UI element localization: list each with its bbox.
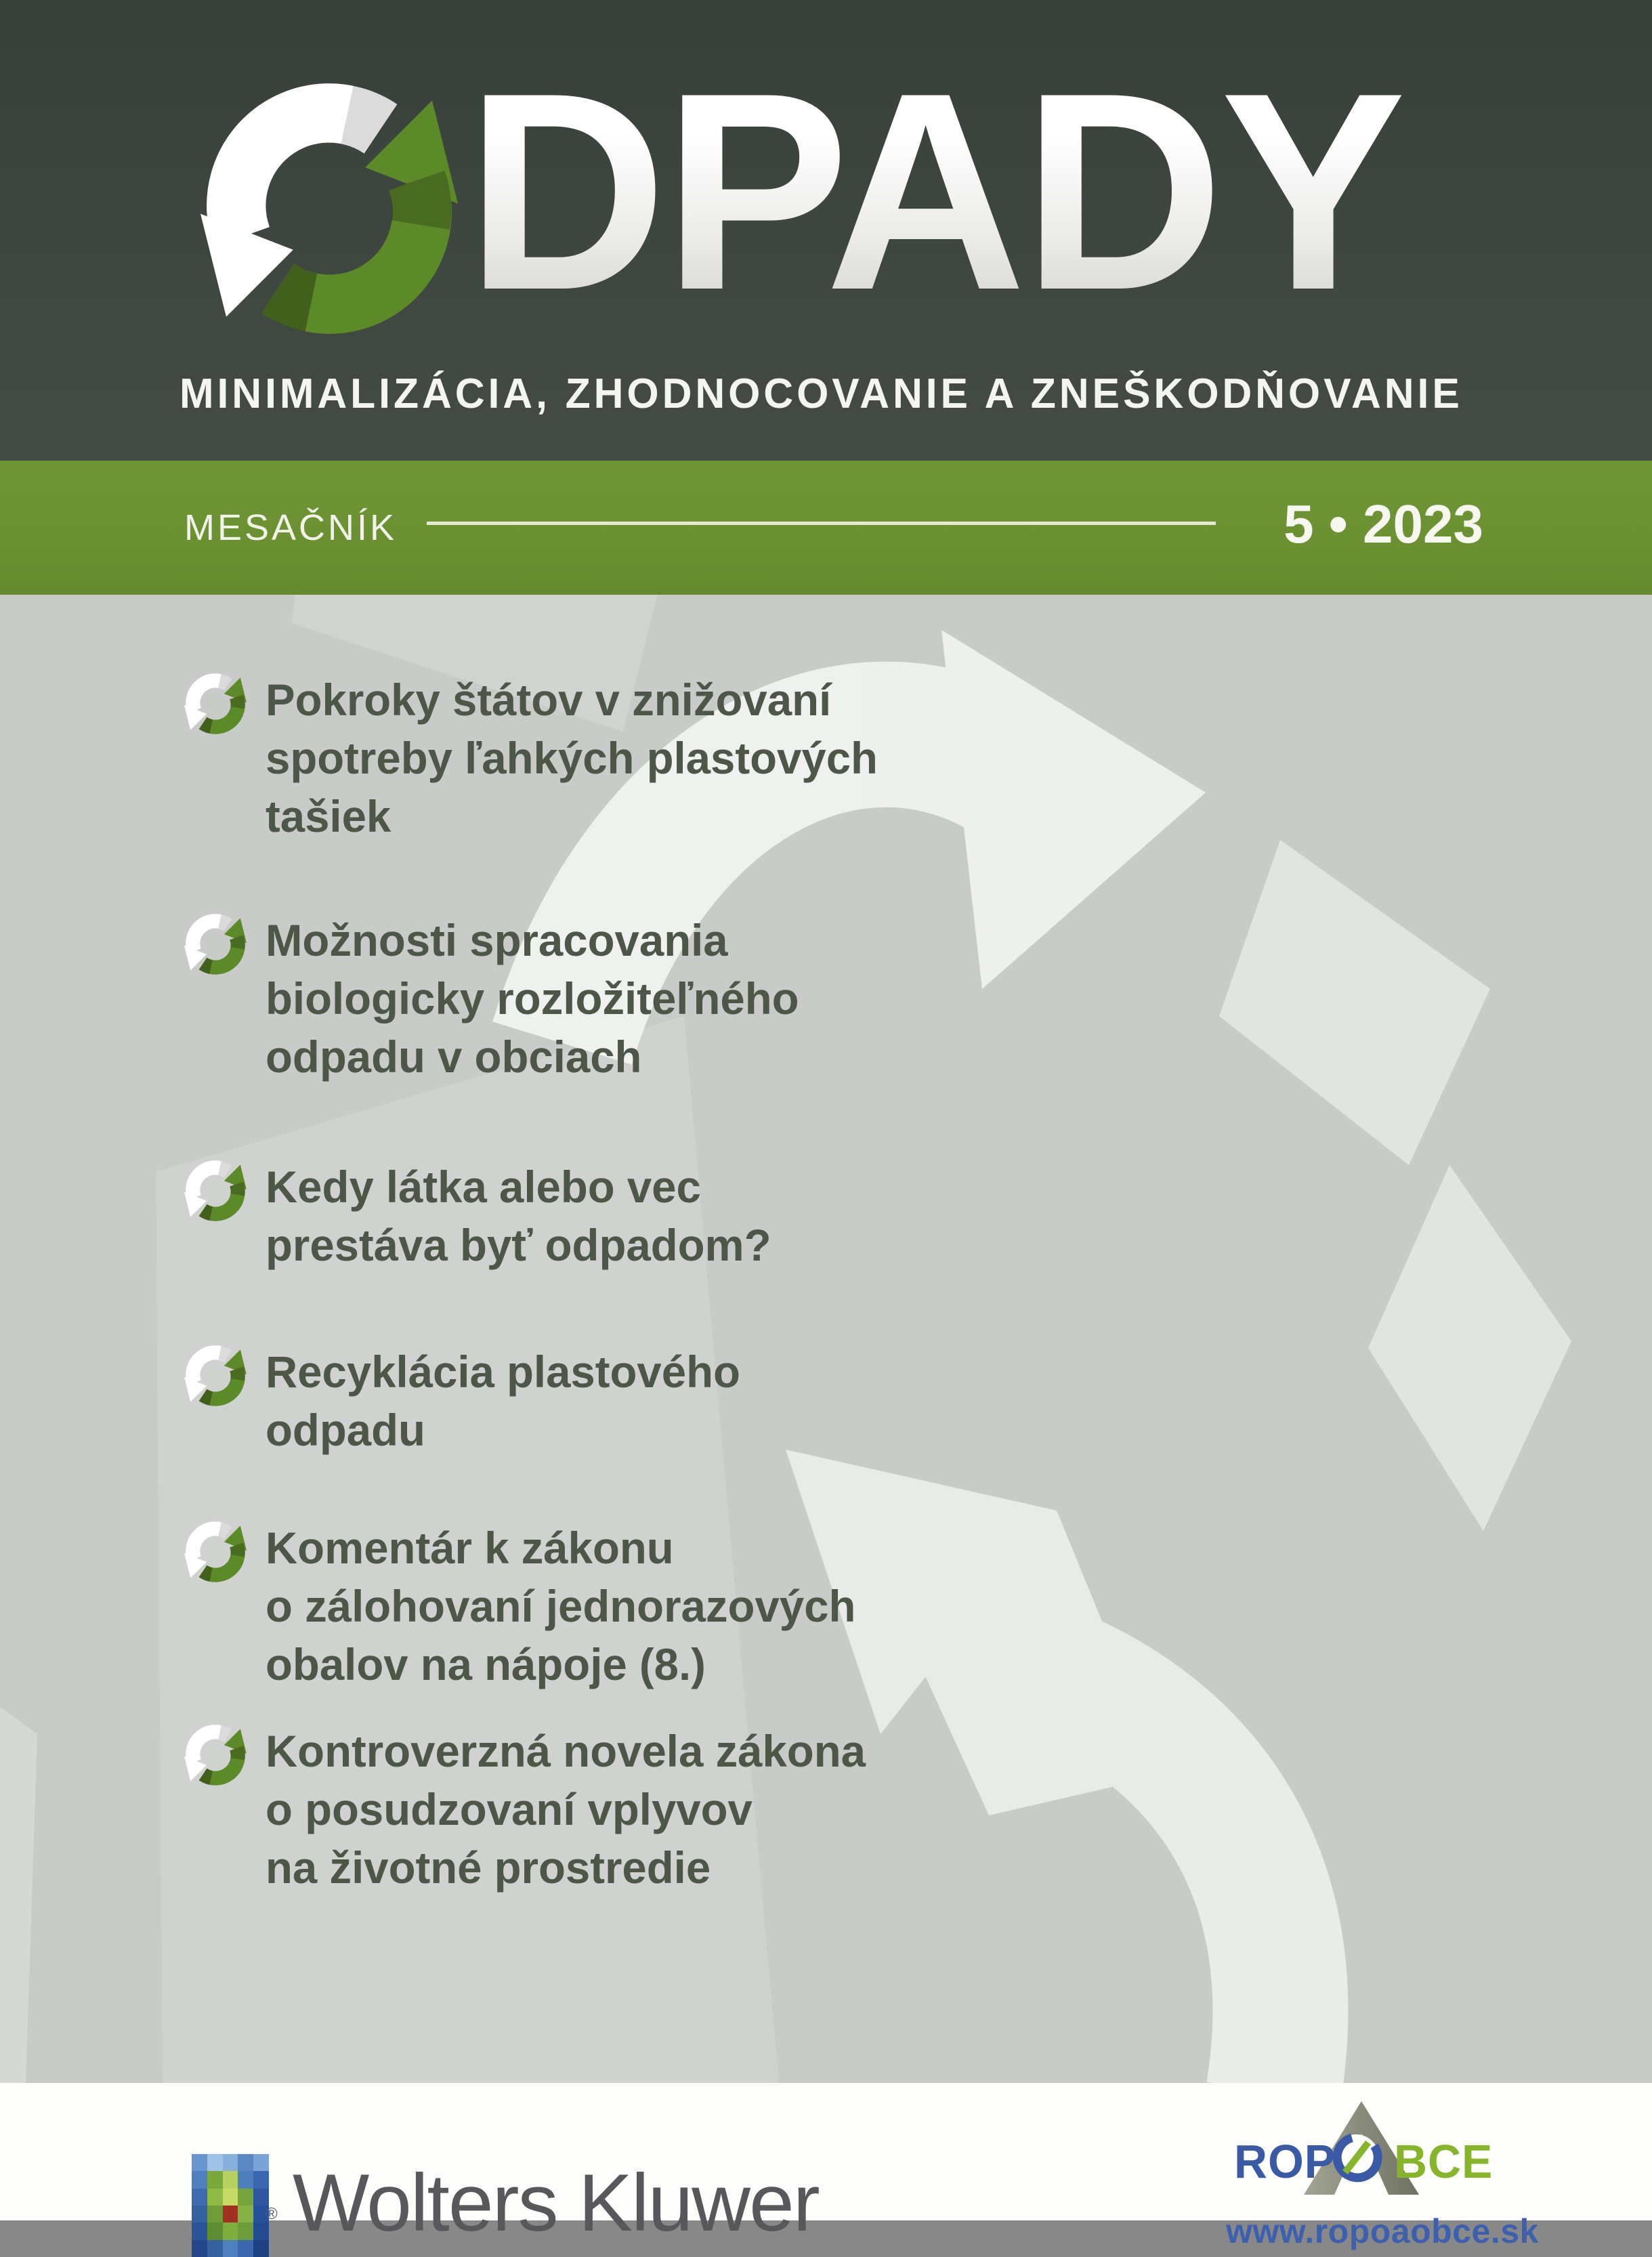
ropo-text: ROP	[1234, 2135, 1336, 2188]
ropo-website-url: www.ropoaobce.sk	[1226, 2212, 1539, 2250]
toc-item-title: Pokroky štátov v znižovaní spotreby ľahkých plastových tašiek	[266, 675, 878, 841]
recycle-bullet-icon	[184, 913, 247, 975]
toc-item-title: Možnosti spracovania biologicky rozložiteľného odpadu v obciach	[266, 915, 799, 1082]
registered-mark: ®	[266, 2205, 278, 2223]
toc-item-title: Kedy látka alebo vec prestáva byť odpadom?	[266, 1162, 771, 1270]
magazine-subtitle: MINIMALIZÁCIA, ZHODNOCOVANIE A ZNEŠKODŇOVANIE	[179, 371, 1463, 417]
recycle-bullet-icon	[184, 673, 247, 735]
toc-item	[184, 1519, 1132, 1693]
ropo-swirl-o-icon	[1330, 2132, 1382, 2183]
toc-item	[184, 911, 1132, 1086]
toc-item	[184, 1343, 1132, 1459]
wolters-kluwer-mosaic	[192, 2154, 269, 2257]
recycle-bullet-icon	[184, 1345, 247, 1407]
toc-item-title: Komentár k zákonu o zálohovaní jednorazových obalov na nápoje (8.)	[266, 1523, 856, 1689]
recycle-bullet-icon	[184, 1521, 247, 1583]
recycle-bullet-icon	[184, 1160, 247, 1222]
toc-item	[184, 671, 1132, 845]
obce-text: BCE	[1394, 2135, 1494, 2188]
toc-item-title: Recyklácia plastového odpadu	[266, 1347, 740, 1455]
toc-item-title: Kontroverzná novela zákona o posudzovaní vplyvov na životné prostredie	[266, 1726, 866, 1893]
ropo-obce-logo	[1226, 2083, 1539, 2250]
publisher-strip	[0, 2083, 1652, 2250]
issue-number: 5 • 2023	[1284, 494, 1483, 554]
periodicity-label: MESAČNÍK	[184, 507, 398, 548]
wolters-kluwer-logo: Wolters Kluwer	[293, 2157, 819, 2248]
magazine-title: DPADY	[466, 34, 1403, 348]
recycle-bullet-icon	[184, 1724, 247, 1786]
toc-item	[184, 1722, 1132, 1897]
wolters-kluwer-globe-icon	[192, 2154, 269, 2257]
toc-item	[184, 1158, 1132, 1274]
